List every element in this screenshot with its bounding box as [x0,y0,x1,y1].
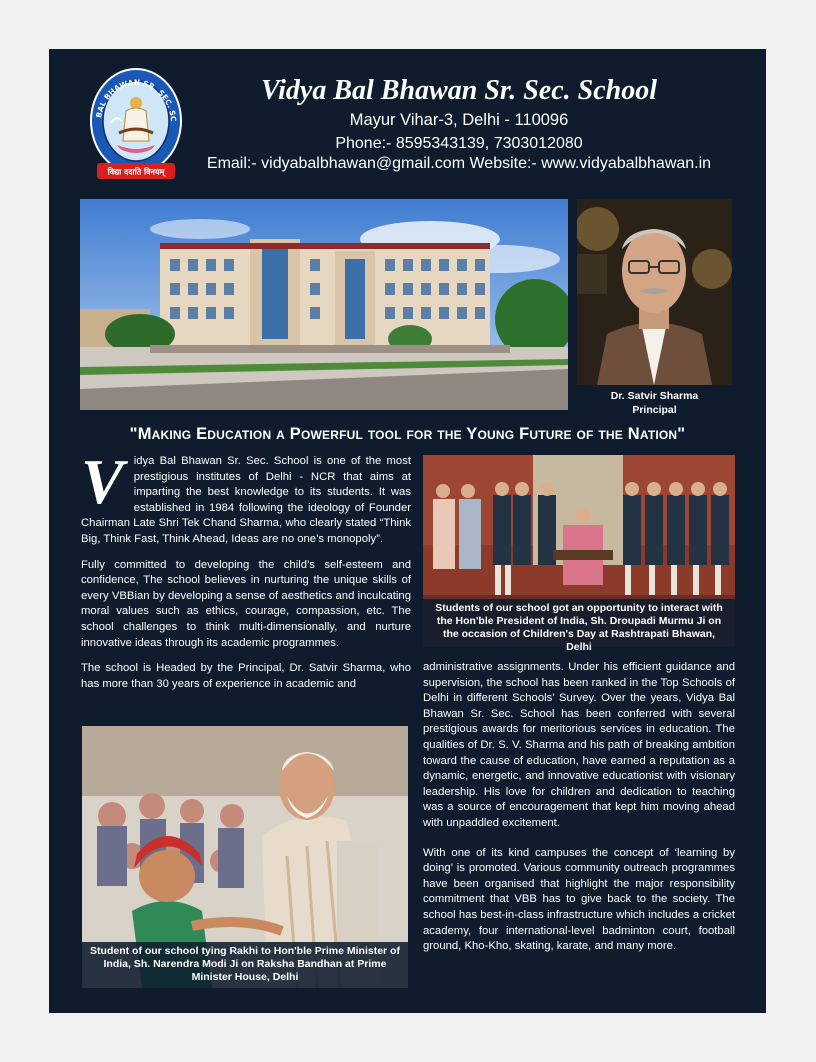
right-text-column [423,660,735,955]
svg-text:VIDYA BAL BHAWAN SR. SEC. SCHO: BAL BHAWAN SR. SEC. SC [94,77,179,122]
pm-caption: Student of our school tying Rakhi to Hon'ble Prime Minister of India, Sh. Narendra Modi Ji on Raksha Bandhan at Prime Minister House, Delhi [90,945,400,983]
school-building-photo [80,199,568,410]
principal-title: Principal [632,404,677,416]
logo-motto: विद्या ददाति विनयम् [107,167,165,177]
slogan-headline: "Making Education a Powerful tool for the Young Future of the Nation" [129,425,686,443]
pm-caption-box [82,942,408,988]
president-caption-box [423,599,735,653]
left-text-column [81,446,411,692]
phone: Phone:- 8595343139, 7303012080 [335,135,583,152]
flyer-page [49,49,766,1013]
paragraph-2: Fully committed to developing the child’s self-esteem and confidence, The school believes in nurturing the unique skills of every VBBian by developing a sense of aesthetics and inculcating moral values such as ethics, courage, compassion, etc. The school challenges to think multi-dimensionally, and nurture innovative ideas through its academic programmes. [81,558,411,649]
address: Mayur Vihar-3, Delhi - 110096 [349,111,569,129]
paragraph-3: The school is Headed by the Principal, Dr. Satvir Sharma, who has more than 30 years of experience in academic and [81,662,411,690]
principal-name: Dr. Satvir Sharma [610,390,699,402]
contact-line: Email:- vidyabalbhawan@gmail.com Website:- www.vidyabalbhawan.in [206,155,712,172]
intro-text: idya Bal Bhawan Sr. Sec. School is one of the most prestigious institutes of Delhi - NCR that aims at imparting the best knowledge to its students. It was established in 1984 following the ideology of Founder Chairman Late Shri Tek Chand Sharma, who clearly stated “Think Big, Think Fast, Think Ahead, Ideas are no one’s monopoly”. [81,455,411,545]
principal-photo [577,199,732,385]
intro-paragraph [81,446,411,548]
drop-cap: V [81,446,124,517]
paragraph-4: administrative assignments. Under his efficient guidance and supervision, the school has been ranked in the Top Schools of Delhi in different Schools’ Survey. Over the years, Vidya Bal Bhawan Sr. Sec. School has been conferred with several prestigious awards for meritorious services in education. The qualities of Dr. S. V. Sharma and his path of breaking ambition toward the cause of education, have earned a reputation as a dynamic, energetic, and innovative educationist with visionary leadership. His love for children and dedication to teaching was a source of encouragement that kept him moving ahead with unpaddled excitement. [423,661,735,829]
paragraph-5: With one of its kind campuses the concept of ‘learning by doing’ is promoted. Various community outreach programmes have been organised that highlight the major responsibility commitment that VBB has to give back to the society. The school has best-in-class infrastructure which includes a cricket academy, four international-level badminton court, football ground, Kho-Kho, skating, karate, and many more. [423,846,735,953]
school-name: Vidya Bal Bhawan Sr. Sec. School [261,75,657,106]
president-caption: Students of our school got an opportunity to interact with the Hon'ble President of India, Sh. Droupadi Murmu Ji on the occasion of Children's Day at Rashtrapati Bhawan, Delhi [435,602,723,653]
